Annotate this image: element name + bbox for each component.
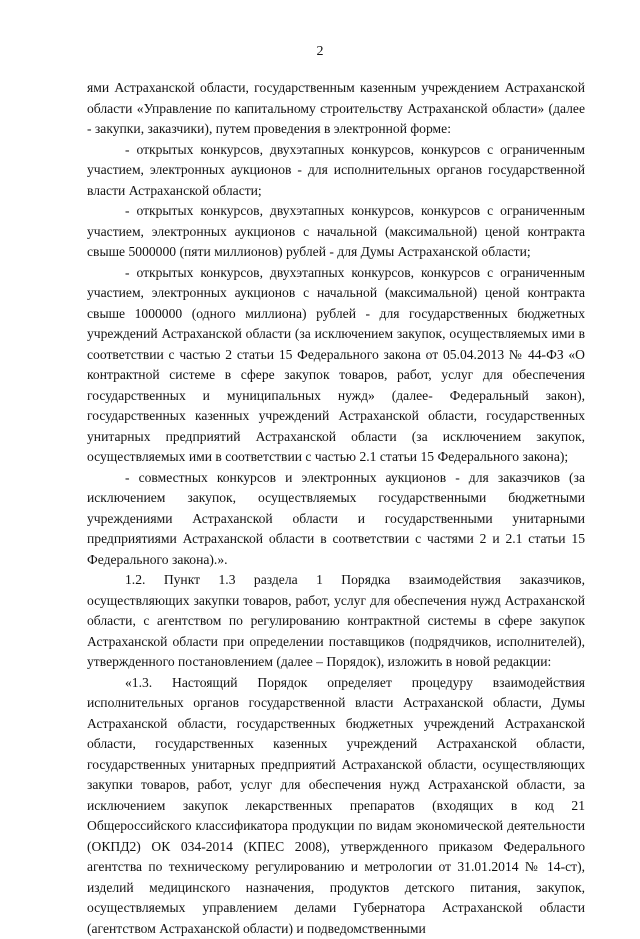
paragraph-clause-1-3: «1.3. Настоящий Порядок определяет процедуру взаимодействия исполнительных органов государственной власти Астраханской области, Думы Астраханской области, государственных бюджетных учреждений Астраханской области, государственных казенных учреждений Астраханской области, государственных унитарных предприятий Астраханской области, осуществляющих закупки товаров, работ, услуг для обеспечения нужд Астраханской области, за исключением закупок лекарственных препаратов (входящих в код 21 Общероссийского классификатора продукции по видам экономической деятельности (ОКПД2) ОК 034-2014 (КПЕС 2008), утвержденного приказом Федерального агентства по техническому регулированию и метрологии от 31.01.2014 № 14-ст), изделий медицинского назначения, продуктов детского питания, закупок, осуществляемых управлением делами Губернатора Астраханской области (агентством Астраханской области) и подведомственными: [87, 673, 585, 939]
paragraph-list-item-joint-procurements: - совместных конкурсов и электронных аукционов - для заказчиков (за исключением закупок, осуществляемых государственными бюджетными учреждениями Астраханской области и государственными унитарными предприятиями Астраханской области в соответствии с частями 2 и 2.1 статьи 15 Федерального закона).».: [87, 468, 585, 571]
paragraph-list-item-budget-institutions: - открытых конкурсов, двухэтапных конкурсов, конкурсов с ограниченным участием, электронных аукционов с начальной (максимальной) ценой контракта свыше 1000000 (одного миллиона) рублей - для государственных бюджетных учреждений Астраханской области (за исключением закупок, осуществляемых ими в соответствии с частью 2 статьи 15 Федерального закона от 05.04.2013 № 44-ФЗ «О контрактной системе в сфере закупок товаров, работ, услуг для обеспечения государственных и муниципальных нужд» (далее- Федеральный закон), государственных казенных учреждений Астраханской области, государственных унитарных предприятий Астраханской области (за исключением закупок, осуществляемых ими в соответствии с частью 2.1 статьи 15 Федерального закона);: [87, 263, 585, 468]
paragraph-continuation: ями Астраханской области, государственным казенным учреждением Астраханской области «Управление по капитальному строительству Астраханской области» (далее - закупки, заказчики), путем проведения в электронной форме:: [87, 78, 585, 140]
paragraph-list-item-duma: - открытых конкурсов, двухэтапных конкурсов, конкурсов с ограниченным участием, электронных аукционов с начальной (максимальной) ценой контракта свыше 5000000 (пяти миллионов) рублей - для Думы Астраханской области;: [87, 201, 585, 263]
paragraph-list-item-executive-bodies: - открытых конкурсов, двухэтапных конкурсов, конкурсов с ограниченным участием, электронных аукционов - для исполнительных органов государственной власти Астраханской области;: [87, 140, 585, 202]
paragraph-clause-1-2: 1.2. Пункт 1.3 раздела 1 Порядка взаимодействия заказчиков, осуществляющих закупки товаров, работ, услуг для обеспечения нужд Астраханской области, с агентством по регулированию контрактной системы в сфере закупок Астраханской области при определении поставщиков (подрядчиков, исполнителей), утвержденного постановлением (далее – Порядок), изложить в новой редакции:: [87, 570, 585, 673]
document-body: [87, 78, 585, 939]
page-number: 2: [0, 44, 640, 60]
